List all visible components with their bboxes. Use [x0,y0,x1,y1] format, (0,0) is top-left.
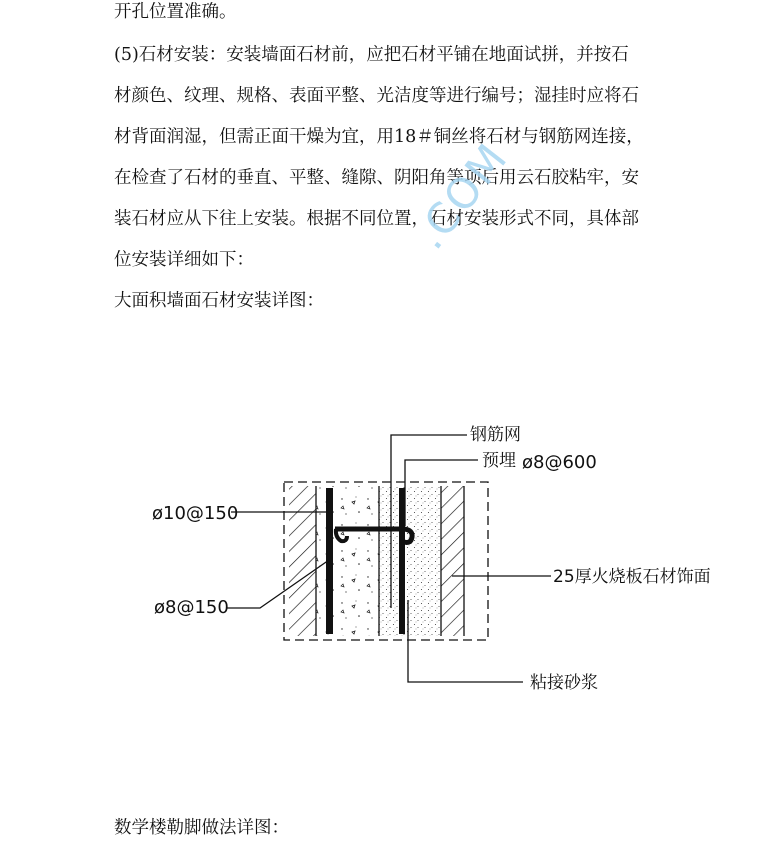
paragraph-line: 材背面润湿，但需正面干燥为宜，用18＃铜丝将石材与钢筋网连接， [114,127,644,147]
label-mesh: 钢筋网 [470,425,521,445]
wall-hatch-left [289,486,316,636]
mortar-zone [379,486,441,636]
paragraph-line: 位安装详细如下： [114,250,254,270]
watermark: .COM [405,133,518,259]
heading-plinth-detail: 数学楼勒脚做法详图： [114,818,289,838]
label-embed: 预埋 [482,451,516,471]
label-mortar: 粘接砂浆 [530,673,598,693]
concrete-zone [316,486,379,636]
text-line-continuation: 开孔位置准确。 [114,2,237,22]
heading-wall-detail: 大面积墙面石材安装详图： [114,291,324,311]
label-embed-spec: ø8@600 [522,452,597,473]
paragraph-line: (5)石材安装：安装墙面石材前，应把石材平铺在地面试拼，并按石 [114,45,629,65]
paragraph-line: 装石材应从下往上安装。根据不同位置，石材安装形式不同，具体部 [114,209,639,229]
label-d8: ø8@150 [154,597,229,618]
paragraph-line: 在检查了石材的垂直、平整、缝隙、阴阳角等项后用云石胶粘牢，安 [114,168,639,188]
label-stone: 25厚火烧板石材饰面 [553,567,711,587]
stone-facing-hatch [441,486,464,636]
paragraph-line: 材颜色、纹理、规格、表面平整、光洁度等进行编号；湿挂时应将石 [114,86,639,106]
label-d10: ø10@150 [152,503,239,524]
rebar-vertical-right [399,488,405,634]
